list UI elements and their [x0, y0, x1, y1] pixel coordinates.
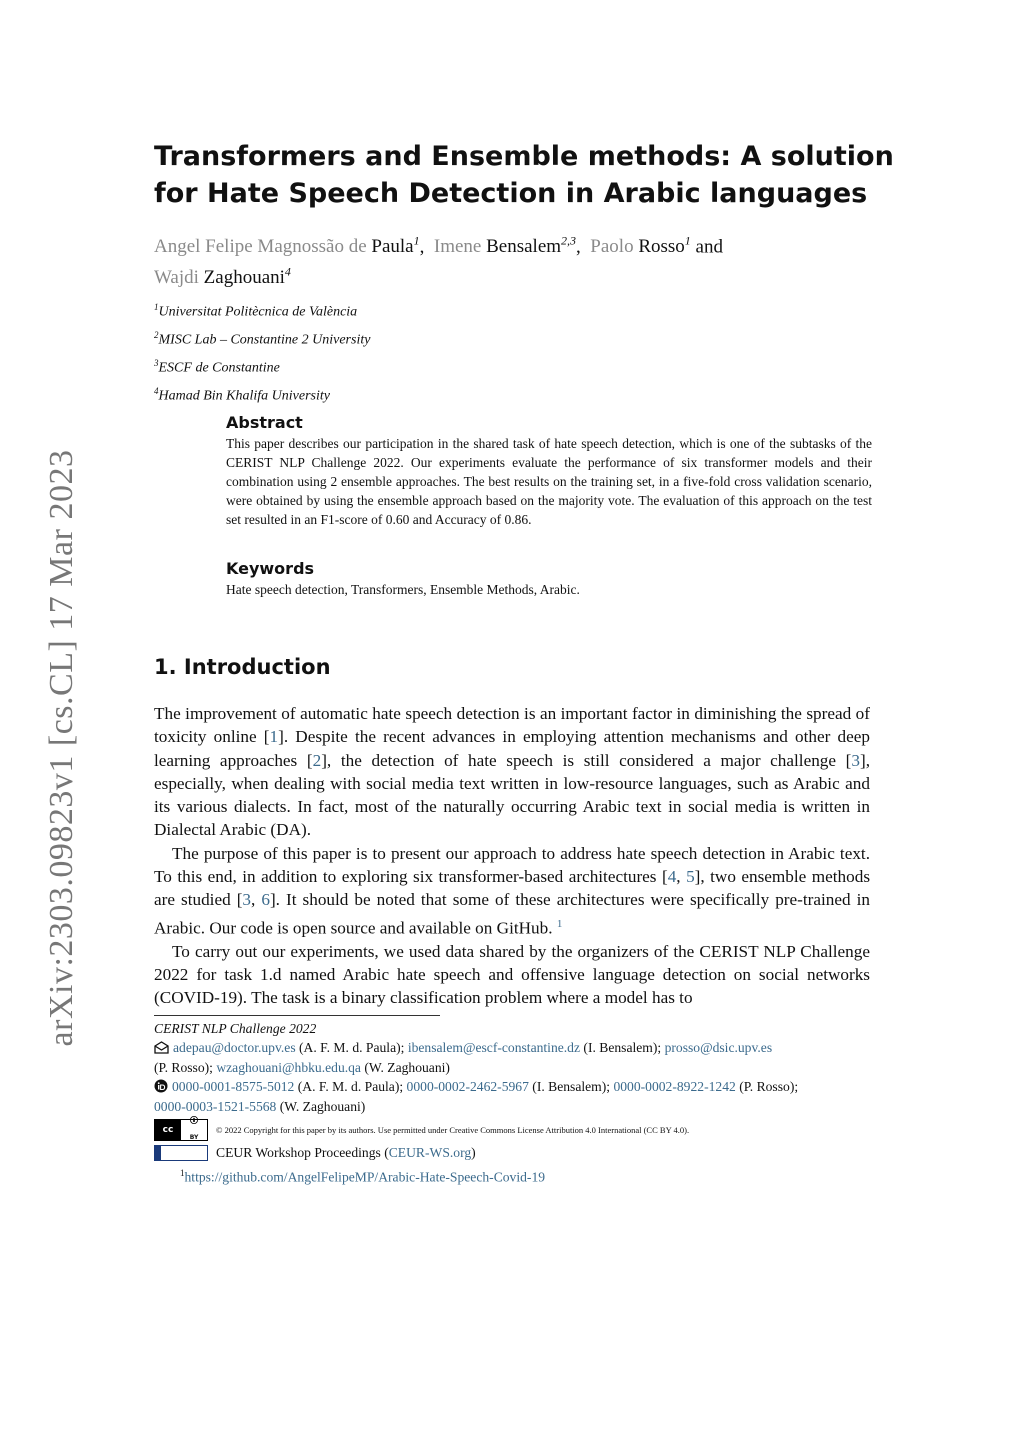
paragraph-2: The purpose of this paper is to present our approach to address hate speech detection in Arabic text. To this end, in addition to exploring six transformer-based architectures [4, 5], two ensemble methods are studied [3, 6]. It should be noted that some of these architectures were specifically pre-trained in Arabic. Our code is open source and available on GitHub. $^1$ [154, 843, 871, 938]
author-2: Imene Bensalem$^{2,3}$ [433, 234, 577, 258]
email-list: adepau@doctor.upv.es (A. F. M. d. Paula); ibensalem@escf-constantine.dz (I. Bensalem); prosso@dsic.upv.es (P. Rosso); wzaghouani@hbku.edu.qa (W. Zaghouani) [154, 1039, 773, 1075]
envelope-icon [154, 1041, 169, 1060]
citation-link[interactable]: 1 [269, 727, 279, 747]
introduction-body [154, 702, 870, 1010]
keywords-heading: Keywords [226, 559, 315, 578]
affiliation-1: $^1$Universitat Politècnica de València [154, 302, 358, 320]
section-heading-introduction: 1. Introduction [154, 655, 331, 679]
affiliation-4: $^4$Hamad Bin Khalifa University [154, 386, 330, 405]
github-link[interactable]: https://github.com/AngelFelipeMP/Arabic-Hate-Speech-Covid-19 [184, 1169, 546, 1185]
orcid-list: 0000-0001-8575-5012 (A. F. M. d. Paula); 0000-0002-2462-5967 (I. Bensalem); 0000-0002-8922-1242 (P. Rosso); 0000-0003-1521-5568 (W. Zaghouani) [154, 1078, 799, 1114]
keywords-section [226, 559, 872, 599]
ceur-logo [154, 1145, 208, 1161]
cc-by-badge: cc BY [154, 1119, 208, 1141]
author-1: Angel Felipe Magnossão de Paula$^1$ [154, 234, 420, 258]
abstract-text: This paper describes our participation in the shared task of hate speech detection, which is one of the subtasks of the CERIST NLP Challenge 2022. Our experiments evaluate the performance of six transformer models and their combination using 2 ensemble approaches. The best results on the training set, in a five-fold cross validation scenario, were obtained by using the ensemble approach based on the majority vote. The evaluation of this approach on the test set resulted in an F1-score of 0.60 and Accuracy of 0.86. [226, 436, 872, 527]
orcid-link[interactable]: 0000-0002-2462-5967 [406, 1078, 529, 1094]
conference-name: CERIST NLP Challenge 2022 [154, 1021, 317, 1036]
arxiv-identifier: arXiv:2303.09823v1 [cs.CL] 17 Mar 2023 [43, 449, 80, 1047]
citation-link[interactable]: 4 [667, 867, 677, 887]
affiliation-3: $^3$ESCF de Constantine [154, 358, 280, 376]
orcid-link[interactable]: 0000-0002-8922-1242 [613, 1078, 736, 1094]
paragraph-1: The improvement of automatic hate speech detection is an important factor in diminishing the spread of toxicity online [1]. Despite the recent advances in employing attention mechanisms and other deep learning approaches [2], the detection of hate speech is still considered a major challenge [3], especially, when dealing with social media text written in low-resource languages, such as Arabic and its various dialects. In fact, most of the naturally occurring Arabic text in social media is written in Dialectal Arabic (DA). [154, 704, 870, 840]
orcid-link[interactable]: 0000-0001-8575-5012 [172, 1078, 295, 1094]
citation-link[interactable]: 2 [312, 750, 322, 770]
citation-link[interactable]: 3 [242, 890, 252, 910]
keywords-text: Hate speech detection, Transformers, Ensemble Methods, Arabic. [226, 582, 580, 597]
citation-link[interactable]: 5 [686, 867, 695, 887]
person-icon [190, 1114, 198, 1130]
orcid-link[interactable]: 0000-0003-1521-5568 [154, 1099, 277, 1114]
citation-link[interactable]: 6 [261, 890, 270, 910]
footer [154, 1020, 870, 1187]
citation-link[interactable]: 3 [851, 750, 860, 770]
email-link[interactable]: adepau@doctor.upv.es [173, 1039, 296, 1055]
email-link[interactable]: ibensalem@escf-constantine.dz [407, 1039, 581, 1055]
author-list: Angel Felipe Magnossão de Paula$^1$, Imene Bensalem$^{2,3}$, Paolo Rosso$^1$ and Wajdi Zaghouani$^4$ [154, 234, 723, 288]
footnote-1: $^1$https://github.com/AngelFelipeMP/Arabic-Hate-Speech-Covid-19 [180, 1168, 546, 1185]
abstract-section [226, 413, 872, 529]
email-link[interactable]: wzaghouani@hbku.edu.qa [216, 1060, 361, 1075]
author-3: Paolo Rosso$^1$ [590, 234, 691, 258]
paper-title: Transformers and Ensemble methods: A solution for Hate Speech Detection in Arabic languages [154, 141, 894, 209]
footnote-link[interactable]: 1 [556, 917, 563, 930]
paragraph-3: To carry out our experiments, we used data shared by the organizers of the CERIST NLP Challenge 2022 for task 1.d named Arabic hate speech and offensive language detection on social networks (COVID-19). The task is a binary classification problem where a model has to [154, 941, 870, 1008]
license-row [154, 1119, 870, 1141]
authors-and: and [695, 236, 723, 258]
email-link[interactable]: prosso@dsic.upv.es [664, 1039, 773, 1055]
license-text: © 2022 Copyright for this paper by its authors. Use permitted under Creative Commons License Attribution 4.0 International (CC BY 4.0). [216, 1124, 690, 1135]
author-4: Wajdi Zaghouani$^4$ [154, 264, 291, 288]
ceur-row: CEUR Workshop Proceedings ( CEUR-WS.org ) [154, 1144, 870, 1163]
abstract-heading: Abstract [226, 413, 303, 432]
footnote-rule [154, 1015, 440, 1016]
ceur-link[interactable]: CEUR-WS.org [388, 1144, 472, 1160]
affiliation-2: $^2$MISC Lab – Constantine 2 University [154, 330, 371, 348]
orcid-icon [154, 1079, 168, 1099]
affiliation-list [154, 296, 654, 409]
